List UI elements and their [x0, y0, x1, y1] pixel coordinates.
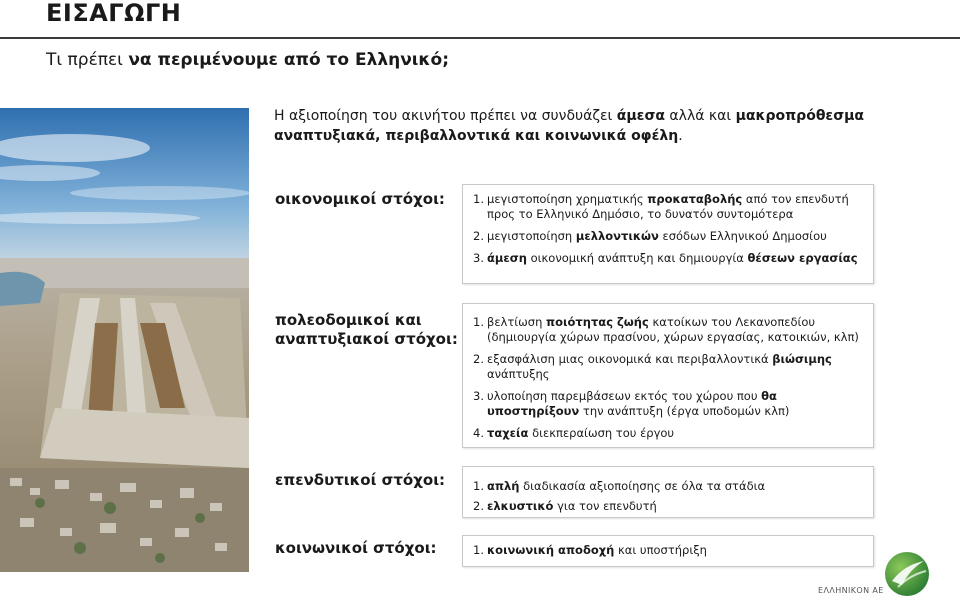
subtitle-plain: Τι πρέπει: [46, 50, 129, 70]
item-number: 1.: [473, 543, 484, 557]
aerial-airport-photo: [0, 108, 249, 572]
item-text: κατοίκων του Λεκανοπεδίου (δημιουργία χώρων πρασίνου, χώρων εργασίας, κατοικιών, κλπ): [487, 315, 859, 344]
intro-bold-3: αναπτυξιακά, περιβαλλοντικά και κοινωνικά οφέλη: [274, 128, 679, 144]
list-item: [473, 251, 863, 266]
list-item: [473, 192, 863, 222]
item-text: οικονομική ανάπτυξη και δημιουργία: [526, 251, 748, 265]
item-text: διαδικασία αξιοποίησης σε όλα τα στάδια: [519, 479, 766, 493]
item-text: υλοποίηση παρεμβάσεων εκτός του χώρου που: [487, 389, 762, 403]
list-item: [473, 229, 863, 244]
item-bold: θα υποστηρίξουν: [487, 389, 777, 418]
item-number: 2.: [473, 499, 484, 513]
item-bold: κοινωνική αποδοχή: [487, 543, 615, 557]
logo-text: ΕΛΛΗΝΙΚΟΝ ΑΕ: [818, 586, 884, 595]
list-item: [473, 499, 863, 514]
intro-bold-1: άμεσα: [616, 108, 665, 124]
urban-goals-label-line2: αναπτυξιακοί στόχοι:: [275, 330, 458, 348]
intro-paragraph: [274, 106, 874, 146]
item-bold: ταχεία: [487, 426, 529, 440]
subtitle-bold: να περιμένουμε από το Ελληνικό;: [128, 50, 449, 70]
intro-text-4: .: [678, 128, 683, 144]
intro-text-1: Η αξιοποίηση του ακινήτου πρέπει να συνδυάζει: [274, 108, 617, 124]
list-item: [473, 543, 863, 558]
item-number: 1.: [473, 192, 484, 206]
social-goals-box: [462, 535, 874, 567]
hellinikon-logo-icon: [884, 551, 930, 597]
item-text: για τον επενδυτή: [553, 499, 657, 513]
list-item: [473, 389, 863, 419]
item-text: βελτίωση: [487, 315, 547, 329]
item-text: εξασφάλιση μιας οικονομικά και περιβαλλοντικά: [487, 352, 773, 366]
item-bold: απλή: [487, 479, 520, 493]
item-text: την ανάπτυξη (έργα υποδομών κλπ): [579, 404, 790, 418]
item-bold: μελλοντικών: [575, 229, 659, 243]
item-number: 1.: [473, 315, 484, 329]
list-item: [473, 426, 863, 441]
item-number: 3.: [473, 251, 484, 265]
page-subtitle: [46, 50, 449, 70]
item-bold: βιώσιμης: [772, 352, 832, 366]
intro-bold-2: μακροπρόθεσμα: [735, 108, 865, 124]
item-text: και υποστήριξη: [614, 543, 707, 557]
title-divider: [0, 37, 960, 39]
urban-goals-label: [275, 311, 458, 349]
list-item: [473, 352, 863, 382]
item-text: μεγιστοποίηση: [487, 229, 576, 243]
economic-goals-box: [462, 184, 874, 284]
list-item: [473, 315, 863, 345]
item-number: 4.: [473, 426, 484, 440]
investment-goals-box: [462, 466, 874, 518]
item-bold: άμεση: [487, 251, 527, 265]
item-text: ανάπτυξης: [487, 367, 550, 381]
urban-goals-label-line1: πολεοδομικοί και: [275, 311, 422, 329]
item-text: εσόδων Ελληνικού Δημοσίου: [658, 229, 827, 243]
investment-goals-label: επενδυτικοί στόχοι:: [275, 471, 446, 489]
social-goals-label: κοινωνικοί στόχοι:: [275, 539, 437, 557]
item-text: διεκπεραίωση του έργου: [528, 426, 675, 440]
item-text: μεγιστοποίηση χρηματικής: [487, 192, 648, 206]
item-number: 3.: [473, 389, 484, 403]
urban-goals-box: [462, 303, 874, 448]
page-title: ΕΙΣΑΓΩΓΗ: [46, 0, 182, 27]
item-bold: ποιότητας ζωής: [546, 315, 649, 329]
item-number: 2.: [473, 352, 484, 366]
item-number: 2.: [473, 229, 484, 243]
item-bold: προκαταβολής: [647, 192, 743, 206]
economic-goals-label: οικονομικοί στόχοι:: [275, 190, 445, 208]
item-bold: ελκυστικό: [487, 499, 554, 513]
intro-text-2: αλλά και: [664, 108, 736, 124]
list-item: [473, 479, 863, 494]
item-bold: θέσεων εργασίας: [747, 251, 858, 265]
item-text: από τον επενδυτή προς το Ελληνικό Δημόσιο, το δυνατόν συντομότερα: [487, 192, 849, 221]
item-number: 1.: [473, 479, 484, 493]
